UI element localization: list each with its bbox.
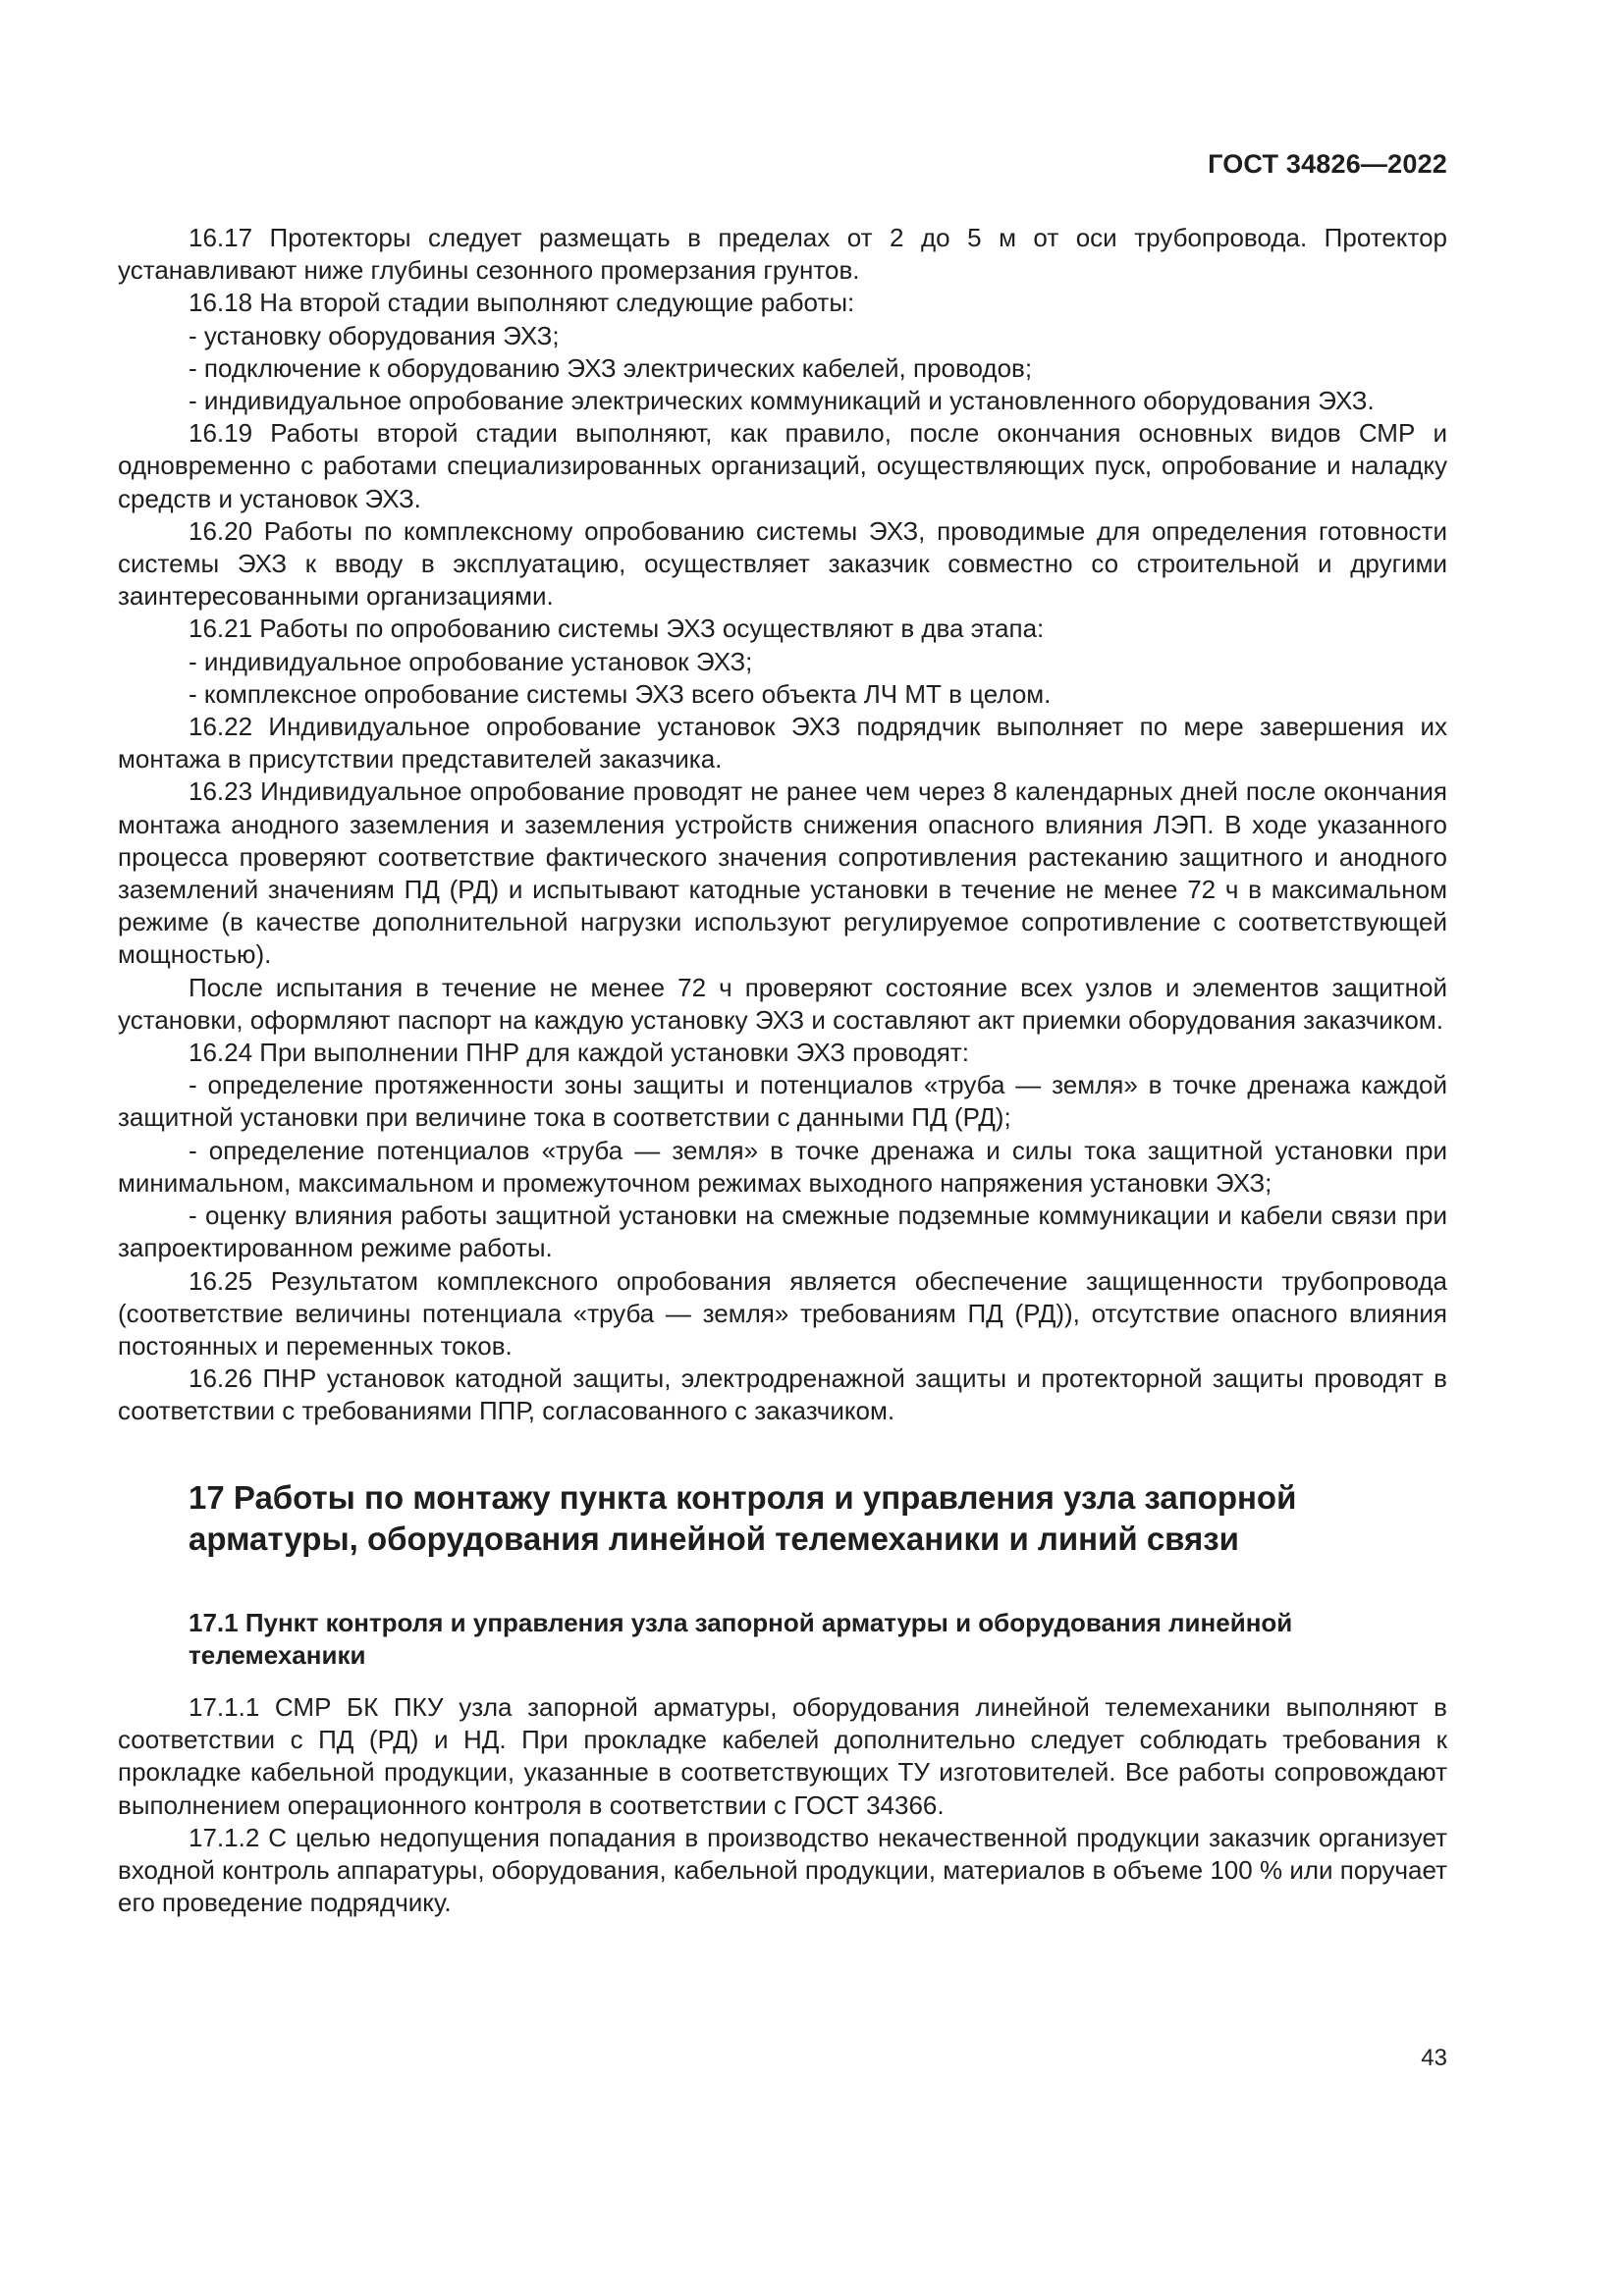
list-item: - оценку влияния работы защитной установки на смежные подземные коммуникации и кабели связи при запроектированном режиме работы. [118, 1201, 1447, 1263]
list-item: - подключение к оборудованию ЭХЗ электрических кабелей, проводов; [189, 352, 1033, 383]
paragraph-after-testing: После испытания в течение не менее 72 ч проверяют состояние всех узлов и элементов защитной установки, оформляют паспорт на каждую установку ЭХЗ и составляют акт приемки оборудования заказчиком. [118, 972, 1447, 1035]
paragraph-16-18: 16.18 На второй стадии выполняют следующие работы: [189, 288, 855, 318]
section-17-title: 17 Работы по монтажу пункта контроля и управления узла запорной арматуры, оборудования линейной телемеханики и линий связи [189, 1478, 1297, 1557]
paragraph-16-25: 16.25 Результатом комплексного опробования является обеспечение защищенности трубопровода (соответствие величины потенциала «труба — земля» требованиям ПД (РД)), отсутствие опасного влияния постоянных и переменных токов. [118, 1265, 1447, 1361]
paragraph-16-21: 16.21 Работы по опробованию системы ЭХЗ осуществляют в два этапа: [189, 614, 1045, 644]
page-number: 43 [1421, 2045, 1447, 2071]
paragraph-17-1-2: 17.1.2 С целью недопущения попадания в производство некачественной продукции заказчик организует входной контроль аппаратуры, оборудования, кабельной продукции, материалов в объеме 100 % или поручает его проведение подрядчику. [118, 1822, 1447, 1918]
paragraph-16-22: 16.22 Индивидуальное опробование установок ЭХЗ подрядчик выполняет по мере завершения их монтажа в присутствии представителей заказчика. [118, 712, 1447, 774]
paragraph-16-23: 16.23 Индивидуальное опробование проводят не ранее чем через 8 календарных дней после окончания монтажа анодного заземления и заземления устройств снижения опасного влияния ЛЭП. В ходе указанного процесса проверяют соответствие фактического значения сопротивления растеканию защитного и анодного заземлений значениям ПД (РД) и испытывают катодные установки в течение не менее 72 ч в максимальном режиме (в качестве дополнительной нагрузки используют регулируемое сопротивление с соответствующей мощностью). [118, 776, 1447, 970]
paragraph-16-20: 16.20 Работы по комплексному опробованию системы ЭХЗ, проводимые для определения готовности системы ЭХЗ к вводу в эксплуатацию, осуществляет заказчик совместно со строительной и другими заинтересованными организациями. [118, 515, 1447, 612]
list-item: - установку оборудования ЭХЗ; [189, 320, 560, 350]
paragraph-16-26: 16.26 ПНР установок катодной защиты, электродренажной защиты и протекторной защиты проводят в соответствии с требованиями ППР, согласованного с заказчиком. [118, 1363, 1447, 1426]
subsection-17-1-title: 17.1 Пункт контроля и управления узла запорной арматуры и оборудования линейной телемеханики [189, 1607, 1293, 1670]
list-item: - комплексное опробование системы ЭХЗ всего объекта ЛЧ МТ в целом. [189, 678, 1052, 709]
list-item: - определение потенциалов «труба — земля» в точке дренажа и силы тока защитной установки при минимальном, максимальном и промежуточном режимах выходного напряжения установки ЭХЗ; [118, 1135, 1447, 1198]
paragraph-17-1-1: 17.1.1 СМР БК ПКУ узла запорной арматуры, оборудования линейной телемеханики выполняют в соответствии с ПД (РД) и НД. При прокладке кабелей дополнительно следует соблюдать требования к прокладке кабельной продукции, указанные в соответствующих ТУ изготовителей. Все работы сопровождают выполнением операционного контроля в соответствии с ГОСТ 34366. [118, 1691, 1447, 1820]
document-header: ГОСТ 34826—2022 [1208, 149, 1447, 179]
page-content [118, 222, 1447, 1919]
paragraph-16-19: 16.19 Работы второй стадии выполняют, как правило, после окончания основных видов СМР и одновременно с работами специализированных организаций, осуществляющих пуск, опробование и наладку средств и установок ЭХЗ. [118, 418, 1447, 513]
list-item: - определение протяженности зоны защиты и потенциалов «труба — земля» в точке дренажа каждой защитной установки при величине тока в соответствии с данными ПД (РД); [118, 1070, 1447, 1133]
list-item: - индивидуальное опробование электрических коммуникаций и установленного оборудования ЭХЗ. [189, 386, 1375, 416]
paragraph-16-24: 16.24 При выполнении ПНР для каждой установки ЭХЗ проводят: [189, 1038, 969, 1068]
paragraph-16-17: 16.17 Протекторы следует размещать в пределах от 2 до 5 м от оси трубопровода. Протектор устанавливают ниже глубины сезонного промерзания грунтов. [118, 223, 1447, 286]
list-item: - индивидуальное опробование установок ЭХЗ; [189, 646, 753, 676]
